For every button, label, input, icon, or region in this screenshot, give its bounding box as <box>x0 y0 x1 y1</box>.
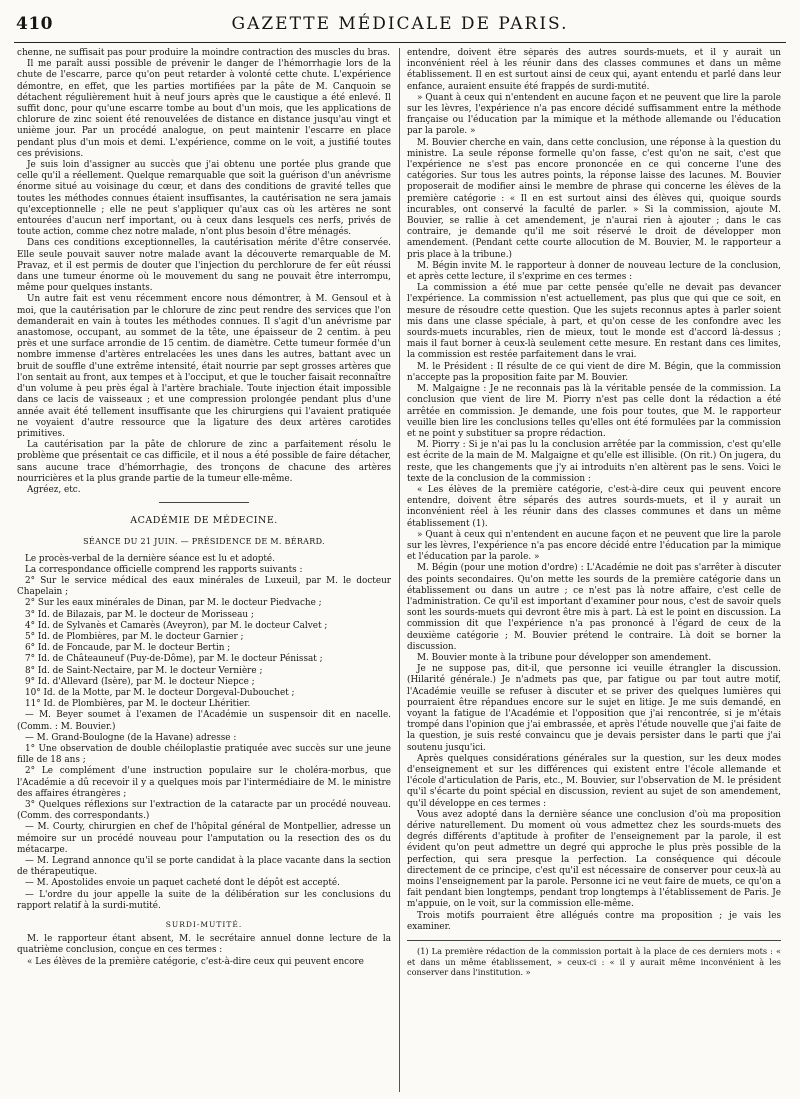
proceeding-item: — L'ordre du jour appelle la suite de la délibération sur les conclusions du rapport relatif à la surdi-mutité. <box>17 889 391 911</box>
proceedings-list <box>17 554 391 913</box>
paragraph: M. Piorry : Si je n'ai pas lu la conclusion arrêtée par la commission, c'est qu'elle est écrite de la main de M. Malgaigne et qu'elle est illisible. (On rit.) On jugera, du reste, que les changements que j'y ai introduits n'en altèrent pas le sens. Voici le texte de la conclusion de la commission : <box>407 440 781 484</box>
paragraph: Je suis loin d'assigner au succès que j'ai obtenu une portée plus grande que celle qu'il a réellement. Quelque remarquable que soit la guérison d'un anévrisme énorme situé au voisinage du cœur, et dans des conditions de gravité telles que toutes les méthodes connues étaient insuffisantes, la cautérisation ne sera jamais qu'exceptionnelle ; elle ne peut s'appliquer qu'aux cas où les artères ne sont entourées d'aucun nerf important, ou à ceux dans lesquels ces nerfs, privés de toute action, comme chez notre malade, n'ont plus besoin d'être ménagés. <box>17 160 391 238</box>
proceeding-item: 9° Id. d'Allevard (Isère), par M. le docteur Niepce ; <box>25 676 255 687</box>
page-header <box>14 8 786 43</box>
journal-title: GAZETTE MÉDICALE DE PARIS. <box>231 14 569 34</box>
paragraph: La cautérisation par la pâte de chlorure de zinc a parfaitement résolu le problème que présentait ce cas difficile, et il nous a été possible de faire détacher, sans aucune trace d'hémorrhagie, des tronçons de chacune des artères nourricières et la plus grande partie de la tumeur elle-même. <box>17 440 391 484</box>
paragraph: Un autre fait est venu récemment encore nous démontrer, à M. Gensoul et à moi, que la cautérisation par le chlorure de zinc peut rendre des services que l'on demanderait en vain à toutes les méthodes connues. Il s'agit d'un anévrisme par anastomose, occupant, au sommet de la tête, une épaisseur de 2 centim. à peu près et une surface arrondie de 15 centim. de diamètre. Cette tumeur formée d'un nombre immense d'artères entrelacées les unes dans les autres, battant avec un bruit de souffle d'une extrême intensité, était nourrie par sept grosses artères que l'on sentait au front, aux tempes et à l'occiput, et que le toucher faisait reconnaître d'un volume à peu près égal à l'artère brachiale. Toute injection était impossible dans ce lacis de vaisseaux ; et une compression prolongée pendant plus d'une année avait été tellement insuffisante que les chirurgiens qui l'avaient pratiquée ne voyaient d'autre ressource que la ligature des deux artères carotides primitives. <box>17 294 391 439</box>
column-divider <box>399 48 400 1092</box>
proceeding-item: 4° Id. de Sylvanès et Camarès (Aveyron), par M. le docteur Calvet ; <box>25 620 328 631</box>
paragraph: entendre, doivent être séparés des autres sourds-muets, et il y aurait un inconvénient réel à les réunir dans des classes communes et dans un même établissement. Il en est surtout ainsi de ceux qui, ayant entendu et parlé dans leur enfance, auraient ensuite été frappés de surdi-mutité. <box>407 48 781 92</box>
page-number: 410 <box>16 14 53 34</box>
proceeding-item: 11° Id. de Plombières, par M. le docteur Lhéritier. <box>25 699 251 710</box>
paragraph: « Les élèves de la première catégorie, c'est-à-dire ceux qui peuvent encore <box>27 956 364 967</box>
proceeding-item: 10° Id. de la Motte, par M. le docteur Dorgeval-Dubouchet ; <box>25 687 295 698</box>
paragraph: Je ne suppose pas, dit-il, que personne ici veuille étrangler la discussion. (Hilarité générale.) Je n'admets pas que, par fatigue ou par tout autre motif, l'Académie veuille se refuser à discuter et se priver des quelques lumières qui pourraient être répandues encore sur le sujet en litige. Je me suis demandé, en voyant la fatigue de l'Académie et l'opposition que j'ai rencontrée, si je m'étais trompé dans l'opinion que j'ai embrassée, et après l'étude nouvelle que j'ai faite de la question, je suis resté convaincu que je devais persister dans le parti que j'ai soutenu jusqu'ici. <box>407 664 781 753</box>
paragraph: Il me paraît aussi possible de prévenir le danger de l'hémorrhagie lors de la chute de l'escarre, parce qu'on peut retarder à volonté cette chute. L'expérience démontre, en effet, que les parties mortifiées par la pâte de M. Canquoin se détachent régulièrement huit à neuf jours après que le caustique a été enlevé. Il suffit donc, pour qu'une escarre tombe au bout d'un mois, que les applications de chlorure de zinc soient été renouvelées de distance en distance jusqu'au vingt et unième jour. Par un procédé analogue, on peut maintenir l'escarre en place pendant plus d'un mois et demi. L'expérience, comme on le voit, a justifié toutes ces prévisions. <box>17 59 391 159</box>
paragraph: Dans ces conditions exceptionnelles, la cautérisation mérite d'être conservée. Elle seule pouvait sauver notre malade avant la découverte remarquable de M. Pravaz, et il est permis de douter que l'injection du perchlorure de fer eût réussi dans une tumeur énorme où le mouvement du sang ne pouvait être interrompu, même pour quelques instants. <box>17 238 391 294</box>
proceeding-item: — M. Legrand annonce qu'il se porte candidat à la place vacante dans la section de thérapeutique. <box>17 856 391 878</box>
paragraph: M. le rapporteur étant absent, M. le secrétaire annuel donne lecture de la quatrième conclusion, conçue en ces termes : <box>17 934 391 956</box>
paragraph: chenne, ne suffisait pas pour produire la moindre contraction des muscles du bras. <box>17 48 391 58</box>
proceeding-item: — M. Grand-Boulogne (de la Havane) adresse : <box>25 732 237 743</box>
section-divider <box>159 502 249 503</box>
proceeding-item: 8° Id. de Saint-Nectaire, par M. le docteur Vernière ; <box>25 665 263 676</box>
paragraph: » Quant à ceux qui n'entendent en aucune façon et ne peuvent que lire la parole sur les lèvres, l'expérience n'a pas encore décidé entre l'éducation par la mimique et l'éducation par la parole. » <box>407 529 781 563</box>
paragraph: Agréez, etc. <box>27 484 81 495</box>
proceeding-item: 6° Id. de Foncaude, par M. le docteur Bertin ; <box>25 643 231 654</box>
proceeding-item: 2° Le complément d'une instruction populaire sur le choléra-morbus, que l'Académie a dû recevoir il y a quelques mois par l'intermédiaire de M. le ministre des affaires étrangères ; <box>17 766 391 799</box>
paragraph: M. Malgaigne : Je ne reconnais pas là la véritable pensée de la commission. La conclusion que vient de lire M. Piorry n'est pas celle dont la rédaction a été arrêtée en commission. Je demande, une fois pour toutes, que M. le rapporteur veuille bien lire les conclusions telles qu'elles ont été formulées par la commission et ne point y substituer sa propre rédaction. <box>407 384 781 439</box>
right-column <box>407 48 781 1092</box>
proceeding-item: La correspondance officielle comprend les rapports suivants : <box>25 564 303 575</box>
proceeding-item: — M. Beyer soumet à l'examen de l'Académie un suspensoir dit en nacelle. (Comm. : M. Bouvier.) <box>17 710 391 732</box>
paragraph: M. le Président : Il résulte de ce qui vient de dire M. Bégin, que la commission n'accepte pas la proposition faite par M. Bouvier. <box>407 361 781 383</box>
proceeding-item: 2° Sur les eaux minérales de Dinan, par M. le docteur Piedvache ; <box>25 598 322 609</box>
paragraph: M. Bégin (pour une motion d'ordre) : L'Académie ne doit pas s'arrêter à discuter des points secondaires. Qu'on mette les sourds de la première catégorie dans un établissement ou dans un autre ; ce n'est pas là notre affaire, c'est celle de l'administration. Ce qu'il est important d'examiner pour nous, c'est de savoir quels sont les sourds-muets qui devront être mis à part. Là est le point en discussion. La commission dit que l'expérience n'a pas prononcé à l'égard de ceux de la deuxième catégorie ; M. Bouvier prétend le contraire. Là doit se borner la discussion. <box>407 563 781 652</box>
paragraph: Trois motifs pourraient être allégués contre ma proposition ; je vais les examiner. <box>407 910 781 932</box>
academy-section-title: ACADÉMIE DE MÉDECINE. <box>130 515 278 527</box>
footnote: (1) La première rédaction de la commission portait à la place de ces derniers mots : « et dans un même établissement, » ceux-ci : « il y aurait même inconvénient à les conserver dans l'institution. » <box>407 946 781 978</box>
paragraph: Vous avez adopté dans la dernière séance une conclusion d'où ma proposition dérive naturellement. Du moment où vous admettez chez les sourds-muets des degrés différents d'aptitude à profiter de l'enseignement par la parole, il est évident qu'on peut admettre un degré qui approche le plus près possible de la perfection, qui sera presque la perfection. La conséquence qui découle directement de ce principe, c'est qu'il est nécessaire de conserver pour ceux-là au moins l'enseignement par la parole. Personne ici ne veut faire de muets, ce qu'on a fait pendant bien longtemps, pendant trop longtemps à l'établissement de Paris. Je m'appuie, on le voit, sur la commission elle-même. <box>407 809 781 910</box>
paragraph: M. Bouvier cherche en vain, dans cette conclusion, une réponse à la question du ministre. La seule réponse formelle qu'on fasse, c'est qu'on ne sait, c'est que l'expérience ne s'est pas encore prononcée en ce qui concerne l'une des catégories. Sur tous les autres points, la réponse laisse des lacunes. M. Bouvier proposerait de modifier ainsi le membre de phrase qui concerne les élèves de la première catégorie : « Il en est surtout ainsi des élèves qui, quoique sourds incurables, ont conservé la faculté de parler. » Si la commission, ajoute M. Bouvier, se rallie à cet amendement, je n'aurai rien à ajouter ; dans le cas contraire, je demande qu'il me soit réservé le droit de développer mon amendement. (Pendant cette courte allocution de M. Bouvier, M. le rapporteur a pris place à la tribune.) <box>407 137 781 260</box>
proceeding-item: Le procès-verbal de la dernière séance est lu et adopté. <box>25 553 275 564</box>
proceeding-item: — M. Apostolides envoie un paquet cacheté dont le dépôt est accepté. <box>25 878 340 889</box>
proceeding-item: 3° Quelques réflexions sur l'extraction de la cataracte par un procédé nouveau. (Comm. des correspondants.) <box>17 800 391 822</box>
paragraph: « Les élèves de la première catégorie, c'est-à-dire ceux qui peuvent encore entendre, doivent être séparés des autres sourds-muets, et il y aurait un inconvénient réel à les réunir dans des classes communes et dans un même établissement (1). <box>407 484 781 529</box>
proceeding-item: 7° Id. de Châteauneuf (Puy-de-Dôme), par M. le docteur Pénissat ; <box>25 654 323 665</box>
paragraph: Après quelques considérations générales sur la question, sur les deux modes d'enseignement et sur les différences qui existent entre l'école allemande et l'école d'articulation de Paris, etc., M. Bouvier, sur l'observation de M. le président qu'il s'écarte du point spécial en discussion, revient au sujet de son amendement, qu'il développe en ces termes : <box>407 753 781 809</box>
proceeding-item: 5° Id. de Plombières, par M. le docteur Garnier ; <box>25 631 244 642</box>
proceeding-item: 2° Sur le service médical des eaux minérales de Luxeuil, par M. le docteur Chapelain ; <box>17 575 391 598</box>
paragraph: » Quant à ceux qui n'entendent en aucune façon et ne peuvent que lire la parole sur les lèvres, l'expérience n'a pas encore décidé suffisamment entre la méthode française ou l'éducation par la mimique et la méthode allemande ou l'éducation par la parole. » <box>407 92 781 137</box>
session-heading: SÉANCE DU 21 JUIN. — PRÉSIDENCE DE M. BÉRARD. <box>83 537 325 547</box>
paragraph: La commission a été mue par cette pensée qu'elle ne devait pas devancer l'expérience. La commission n'est actuellement, pas plus que qui que ce soit, en mesure de résoudre cette question. Que les sujets reconnus aptes à parler soient mis dans une classe spéciale, à part, et qu'on cesse de les confondre avec les sourds-muets incurables, rien de mieux, tout le monde est d'accord là-dessus ; mais il faut borner à ceux-là seulement cette mesure. En restant dans ces limites, la commission est restée parfaitement dans le vrai. <box>407 283 781 361</box>
left-column <box>17 48 391 1092</box>
proceeding-item: — M. Courty, chirurgien en chef de l'hôpital général de Montpellier, adresse un mémoire sur un procédé nouveau pour l'amputation ou la resection des os du métacarpe. <box>17 822 391 855</box>
paragraph: M. Bégin invite M. le rapporteur à donner de nouveau lecture de la conclusion, et après cette lecture, il s'exprime en ces termes : <box>407 260 781 283</box>
proceeding-item: 3° Id. de Bilazais, par M. le docteur de Morisseau ; <box>25 609 254 620</box>
paragraph: M. Bouvier monte à la tribune pour développer son amendement. <box>417 652 712 663</box>
footnote-divider <box>407 940 781 941</box>
proceeding-item: 1° Une observation de double chéiloplastie pratiquée avec succès sur une jeune fille de 18 ans ; <box>17 743 391 766</box>
surdi-mutite-heading: SURDI-MUTITÉ. <box>165 920 243 930</box>
